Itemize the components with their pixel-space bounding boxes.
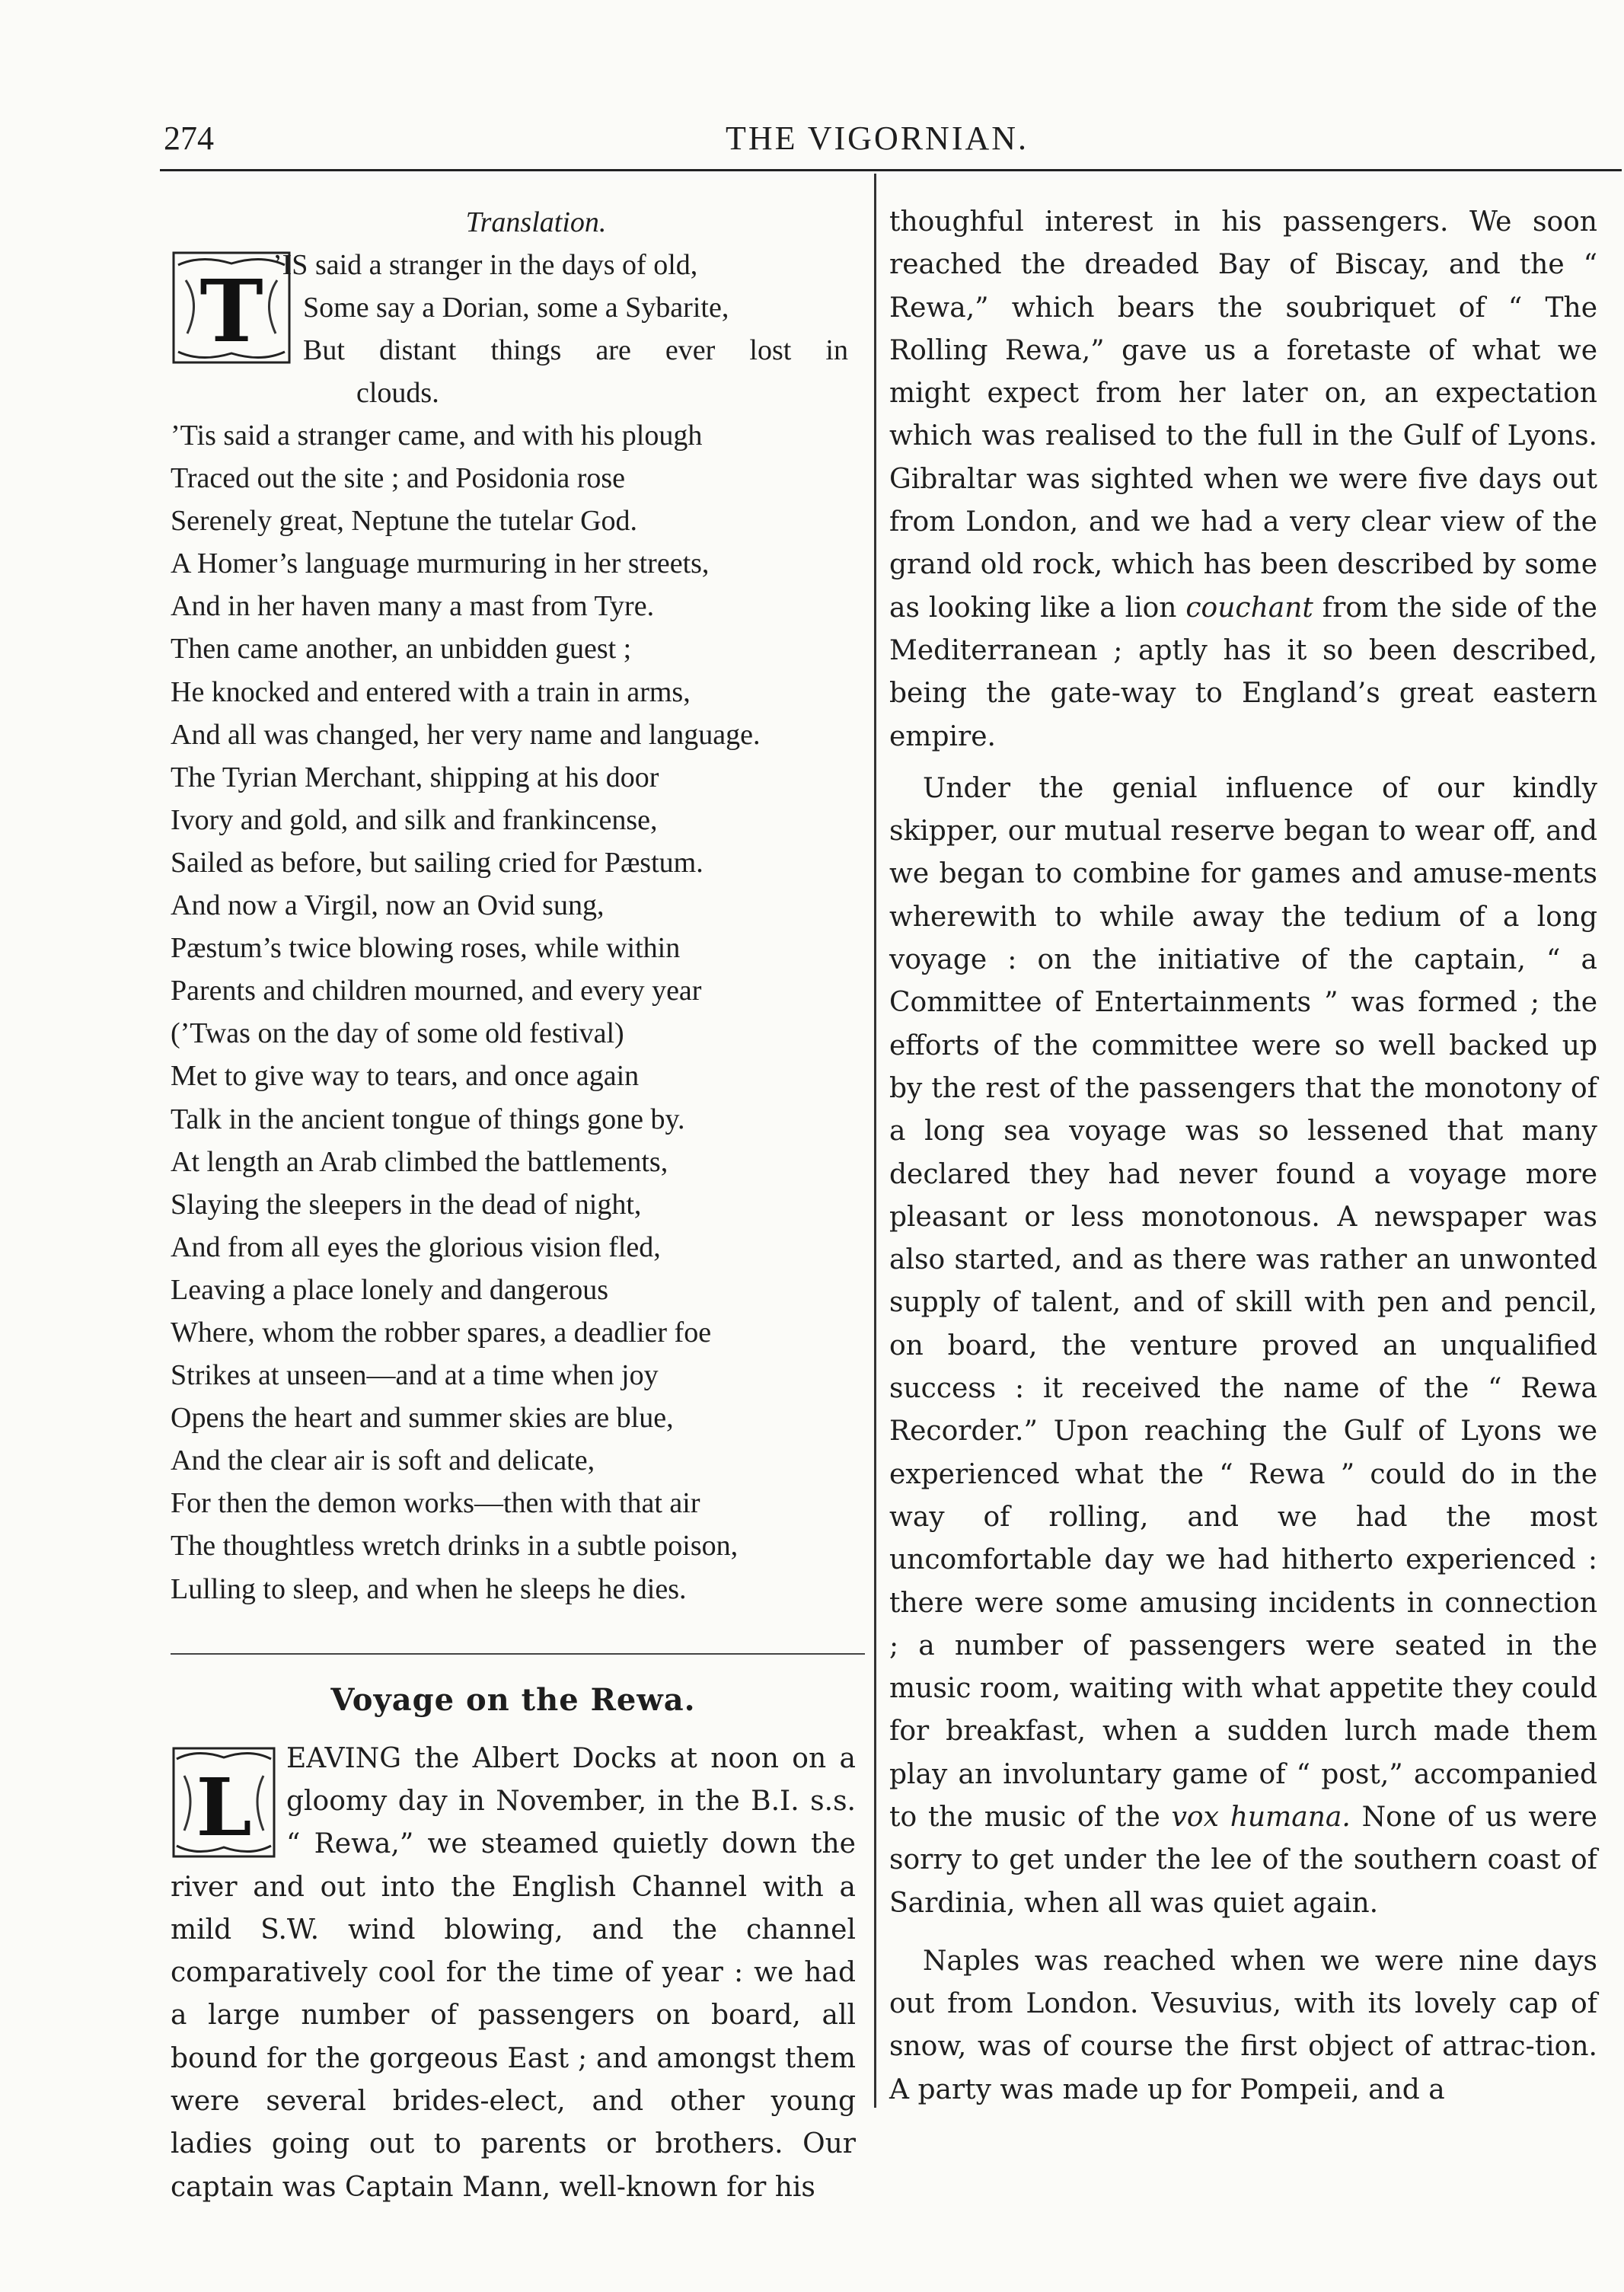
poem-line: Opens the heart and summer skies are blue, bbox=[171, 1402, 674, 1435]
poem-line: (’Twas on the day of some old festival) bbox=[171, 1017, 624, 1050]
right-column bbox=[889, 201, 1597, 2112]
article-paragraph bbox=[889, 768, 1597, 1925]
poem-line: Sailed as before, but sailing cried for Pæstum. bbox=[171, 846, 704, 879]
paragraph-text: from the side of the Mediterranean ; aptly has it so been described, being the gate-way to England’s great eastern empire. bbox=[889, 592, 1597, 752]
poem-line: He knocked and entered with a train in arms, bbox=[171, 675, 691, 708]
poem-line: clouds. bbox=[356, 377, 439, 409]
page-number: 274 bbox=[164, 120, 214, 157]
poem-line: Lulling to sleep, and when he sleeps he dies. bbox=[171, 1572, 687, 1605]
article-body-left bbox=[171, 1738, 856, 2209]
poem-line: Then came another, an unbidden guest ; bbox=[171, 633, 632, 666]
article-paragraph bbox=[889, 1940, 1597, 2112]
poem-line: Leaving a place lonely and dangerous bbox=[171, 1273, 609, 1306]
section-divider bbox=[171, 1653, 865, 1655]
poem-line: Talk in the ancient tongue of things gone by. bbox=[171, 1103, 685, 1135]
poem-line: A Homer’s language murmuring in her streets, bbox=[171, 547, 710, 580]
poem-line: ’Tis said a stranger came, and with his plough bbox=[171, 420, 703, 452]
poem-line: Parents and children mourned, and every year bbox=[171, 975, 702, 1007]
poem-line: Ivory and gold, and silk and frankincense, bbox=[171, 803, 658, 836]
drop-cap-letter: L bbox=[196, 1760, 252, 1854]
ornamental-initial-icon bbox=[171, 1745, 277, 1859]
article-body-right bbox=[889, 201, 1597, 2112]
poem-line: And now a Virgil, now an Ovid sung, bbox=[171, 889, 605, 922]
paragraph-text: Naples was reached when we were nine days out from London. Vesuvius, with its lovely cap of snow, was of course the first object of attrac-tion. A party was made up for Pompeii, and a bbox=[889, 1945, 1597, 2105]
left-column bbox=[171, 201, 856, 2209]
poem-line: And in her haven many a mast from Tyre. bbox=[171, 590, 655, 623]
paragraph-text: Under the genial influence of our kindly skipper, our mutual reserve began to wear off, and we began to combine for games and amuse-ments wherewith to while away the tedium of a long voyage : on the initiative of the captain, “ a Committee of Entertainments ” was formed ; the efforts of the committee were so well backed up by the rest of the passengers that the monotony of a long sea voyage was so lessened that many declared they had never found a voyage more pleasant or less monotonous. A newspaper was also started, and as there was rather an unwonted supply of talent, and of skill with pen and pencil, on board, the venture proved an unqualified success : it received the name of the “ Rewa Recorder.” Upon reaching the Gulf of Lyons we experienced what the “ Rewa ” could do in the way of rolling, and we had the most uncomfortable day we had hitherto experienced : there were some amusing incidents in connection ; a number of passengers were seated in the music room, waiting with what appetite they could for breakfast, when a sudden lurch made them play an involuntary game of “ post,” accompanied to the music of the bbox=[889, 772, 1597, 1833]
poem-line: Traced out the site ; and Posidonia rose bbox=[171, 462, 626, 495]
header-rule bbox=[160, 169, 1622, 171]
poem-line: Met to give way to tears, and once again bbox=[171, 1060, 640, 1093]
poem-line: The thoughtless wretch drinks in a subtle poison, bbox=[171, 1530, 739, 1563]
poem-line: The Tyrian Merchant, shipping at his door bbox=[171, 761, 659, 793]
poem-line: And all was changed, her very name and language. bbox=[171, 718, 761, 751]
poem-line: At length an Arab climbed the battlements, bbox=[171, 1145, 668, 1178]
poem-line: Slaying the sleepers in the dead of night, bbox=[171, 1188, 642, 1221]
paragraph-text: None of us were sorry to get under the lee of the southern coast of Sardinia, when all was quiet again. bbox=[889, 1801, 1597, 1919]
poem-opening bbox=[171, 244, 856, 414]
poem-line: And the clear air is soft and delicate, bbox=[171, 1444, 595, 1477]
poem-line: For then the demon works—then with that air bbox=[171, 1487, 700, 1520]
translation-poem bbox=[171, 244, 856, 1610]
poem-line: Pæstum’s twice blowing roses, while within bbox=[171, 932, 681, 965]
poem-line: Strikes at unseen—and at a time when joy bbox=[171, 1359, 659, 1392]
paragraph-text: the Albert Docks at noon on a gloomy day in November, in the B.I. s.s. “ Rewa,” we steamed quietly down the river and out into the English Channel with a mild S.W. wind blowing, and the channel comparatively cool for the time of year : we had a large number of passengers on board, all bound for the gorgeous East ; and amongst them were several brides-elect, and other young ladies going out to parents or brothers. Our captain was Captain Mann, well-known for his bbox=[171, 1742, 856, 2203]
article-paragraph bbox=[889, 201, 1597, 758]
page-header bbox=[164, 119, 1624, 164]
translation-title: Translation. bbox=[465, 206, 607, 238]
italic-term: vox humana. bbox=[1171, 1801, 1351, 1833]
article-paragraph bbox=[171, 1738, 856, 2209]
paragraph-text: thoughful interest in his passengers. We soon reached the dreaded Bay of Biscay, and the “ Rewa,” which bears the soubriquet of “ The Rolling Rewa,” gave us a foretaste of what we might expect from her later on, an expectation which was realised to the full in the Gulf of Lyons. Gibraltar was sighted when we were five days out from London, and we had a very clear view of the grand old rock, which has been described by some as looking like a lion bbox=[889, 206, 1597, 624]
article-title: Voyage on the Rewa. bbox=[330, 1681, 696, 1718]
poem-line: And from all eyes the glorious vision fled, bbox=[171, 1231, 661, 1263]
running-title: THE VIGORNIAN. bbox=[726, 120, 1029, 157]
lead-word: EAVING bbox=[286, 1742, 401, 1774]
poem-line: Where, whom the robber spares, a deadlier foe bbox=[171, 1316, 712, 1349]
column-divider bbox=[874, 174, 876, 2108]
poem-line: Some say a Dorian, some a Sybarite, bbox=[303, 292, 729, 324]
drop-cap-letter: T bbox=[199, 262, 263, 362]
italic-term: couchant bbox=[1185, 592, 1313, 624]
poem-line: But distant things are ever lost in bbox=[303, 334, 848, 366]
poem-line: ’IS said a stranger in the days of old, bbox=[273, 249, 698, 281]
poem-line: Serenely great, Neptune the tutelar God. bbox=[171, 505, 638, 538]
